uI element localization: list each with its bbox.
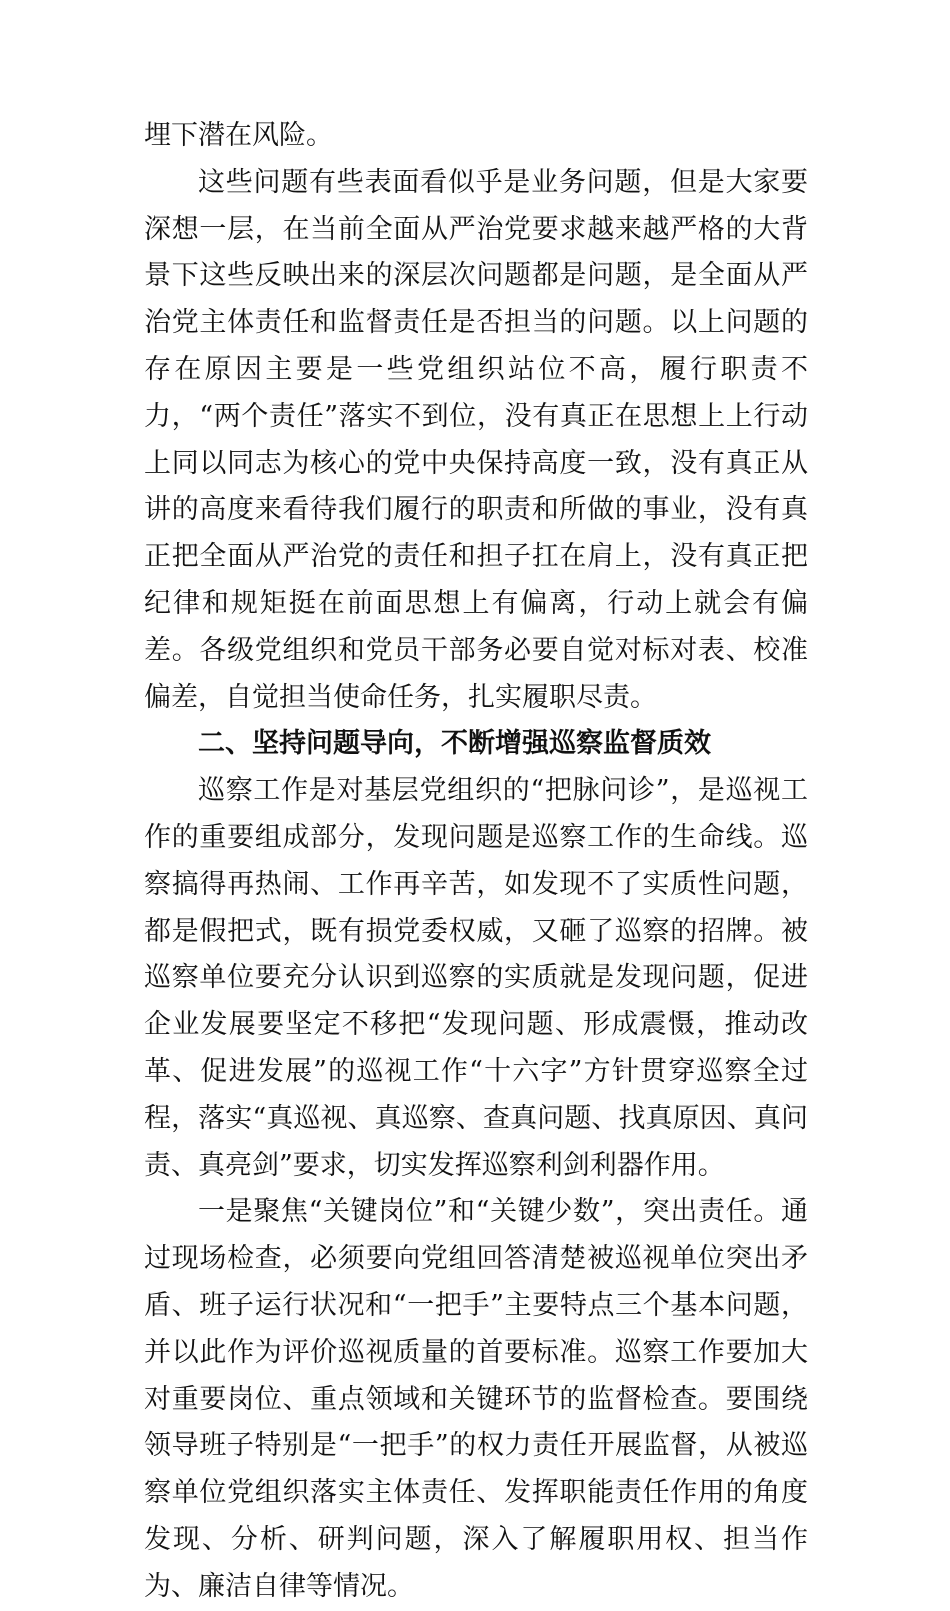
section-heading: 二、坚持问题导向，不断增强巡察监督质效 [198,728,711,760]
paragraph-continuation: 埋下潜在风险。 [144,120,333,151]
paragraph-problems-analysis: 这些问题有些表面看似乎是业务问题，但是大家要深想一层，在当前全面从严治党要求越来越严格的大背景下这些反映出来的深层次问题都是问题，是全面从严治党主体责任和监督责任是否担当的问题。以上问题的存在原因主要是一些党组织站位不高，履行职责不力，“两个责任”落实不到位，没有真正在思想上上行动上同以同志为核心的党中央保持高度一致，没有真正从讲的高度来看待我们履行的职责和所做的事业，没有真正把全面从严治党的责任和担子扛在肩上，没有真正把纪律和规矩挺在前面思想上有偏离，行动上就会有偏差。各级党组织和党员干部务必要自觉对标对表、校准偏差，自觉担当使命任务，扎实履职尽责。 [144,166,808,713]
document-body [144,113,808,1611]
paragraph-inspection-work: 巡察工作是对基层党组织的“把脉问诊”，是巡视工作的重要组成部分，发现问题是巡察工作的生命线。巡察搞得再热闹、工作再辛苦，如发现不了实质性问题，都是假把式，既有损党委权威，又砸了巡察的招牌。被巡察单位要充分认识到巡察的实质就是发现问题，促进企业发展要坚定不移把“发现问题、形成震慑，推动改革、促进发展”的巡视工作“十六字”方针贯穿巡察全过程，落实“真巡视、真巡察、查真问题、找真原因、真问责、真亮剑”要求，切实发挥巡察利剑利器作用。 [144,775,808,1181]
paragraph-focus-key-positions: 一是聚焦“关键岗位”和“关键少数”，突出责任。通过现场检查，必须要向党组回答清楚被巡视单位突出矛盾、班子运行状况和“一把手”主要特点三个基本问题，并以此作为评价巡视质量的首要标准。巡察工作要加大对重要岗位、重点领域和关键环节的监督检查。要围绕领导班子特别是“一把手”的权力责任开展监督，从被巡察单位党组织落实主体责任、发挥职能责任作用的角度发现、分析、研判问题，深入了解履职用权、担当作为、廉洁自律等情况。 [144,1196,808,1602]
